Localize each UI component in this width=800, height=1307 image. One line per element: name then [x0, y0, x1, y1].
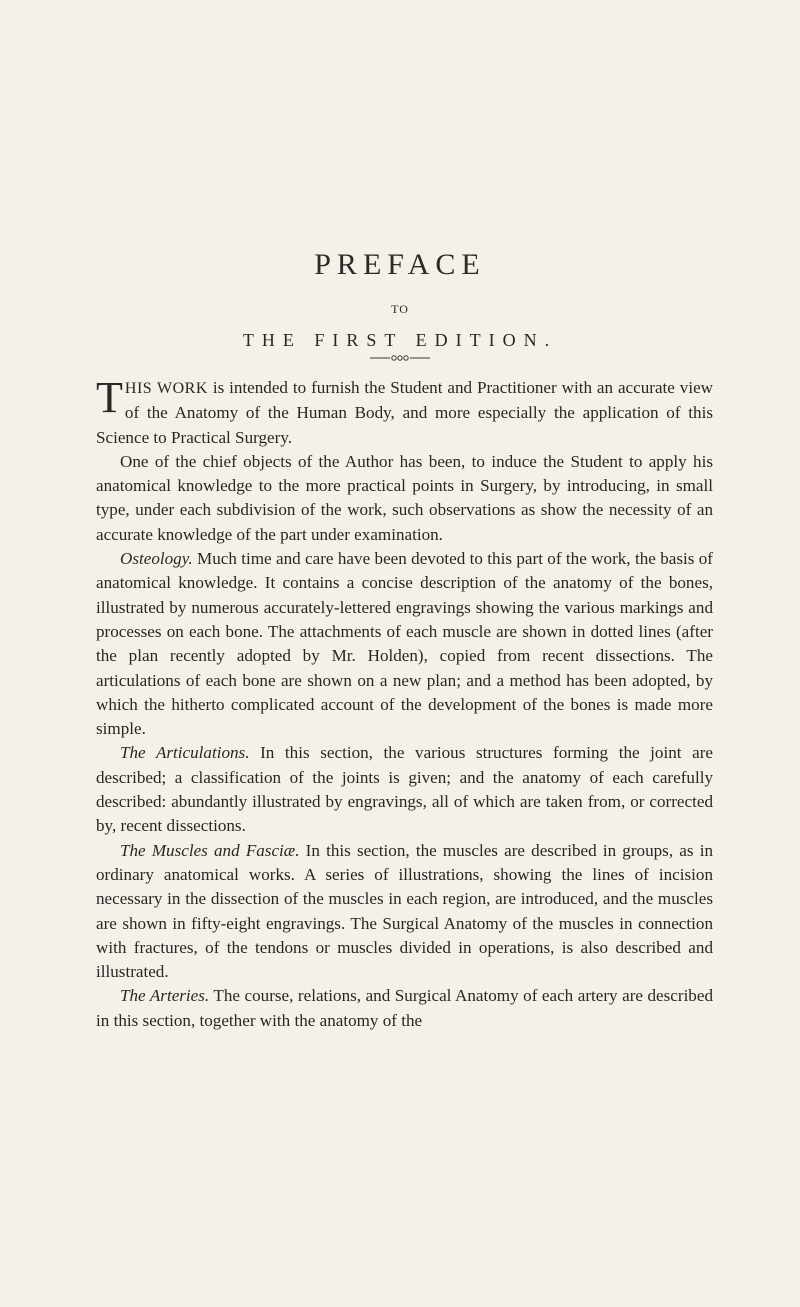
paragraph-text: In this section, the muscles are described in groups, as in ordinary anatomical works. A series of illustrations, showing the lines of incision necessary in the dissection of the muscles in each region, are introduced, and the muscles are shown in fifty-eight engravings. The Surgical Anatomy of the muscles in connection with fractures, of the tendons or muscles divided in operations, is also described and illustrated.: [96, 840, 713, 982]
paragraph-text: One of the chief objects of the Author has been, to induce the Student to apply his anatomical knowledge to the more practical points in Surgery, by introducing, in small type, under each subdivision of the work, such observations as show the necessity of an accurate knowledge of the part under examination.: [96, 451, 713, 544]
paragraph-text: is intended to furnish the Student and Practitioner with an accurate view of the Anatomy of the Human Body, and more especially the application of this Science to Practical Surgery.: [96, 378, 714, 447]
page-subtitle: THE FIRST EDITION.: [242, 330, 558, 350]
paragraph-objects: [96, 450, 713, 547]
section-label: Osteology.: [120, 549, 193, 569]
lead-in-text: HIS WORK: [124, 380, 208, 397]
section-label: The Arteries.: [120, 986, 210, 1006]
paragraph-osteology: [96, 547, 713, 741]
divider-ornament: [368, 353, 432, 363]
section-label: The Articulations.: [120, 743, 250, 763]
preface-body: [96, 373, 714, 1033]
paragraph-text: In this section, the various structures forming the joint are described; a classification of the joints is given; and the anatomy of each carefully described: abundantly illustrated by engravings, all of which are taken from, or corrected by, recent dissections.: [96, 743, 713, 836]
section-label: The Muscles and Fasciæ.: [120, 840, 300, 860]
paragraph-articulations: [96, 741, 713, 838]
paragraph-arteries: [96, 984, 713, 1033]
page-title: PREFACE: [314, 248, 486, 281]
title-connector: TO: [391, 302, 409, 316]
paragraph-text: Much time and care have been devoted to this part of the work, the basis of anatomical knowledge. It contains a concise description of the anatomy of the bones, illustrated by numerous accurately-lettered engravings showing the various markings and processes on each bone. The attachments of each muscle are shown in dotted lines (after the plan recently adopted by Mr. Holden), copied from recent dissections. The articulations of each bone are shown on a new plan; and a method has been adopted, by which the hitherto complicated account of the development of the bones is made more simple.: [96, 549, 713, 739]
paragraph-intro: [96, 373, 714, 450]
paragraph-muscles: [96, 839, 713, 985]
paragraph-text: The course, relations, and Surgical Anatomy of each artery are described in this section, together with the anatomy of the: [96, 986, 713, 1030]
drop-cap: T: [96, 373, 123, 422]
